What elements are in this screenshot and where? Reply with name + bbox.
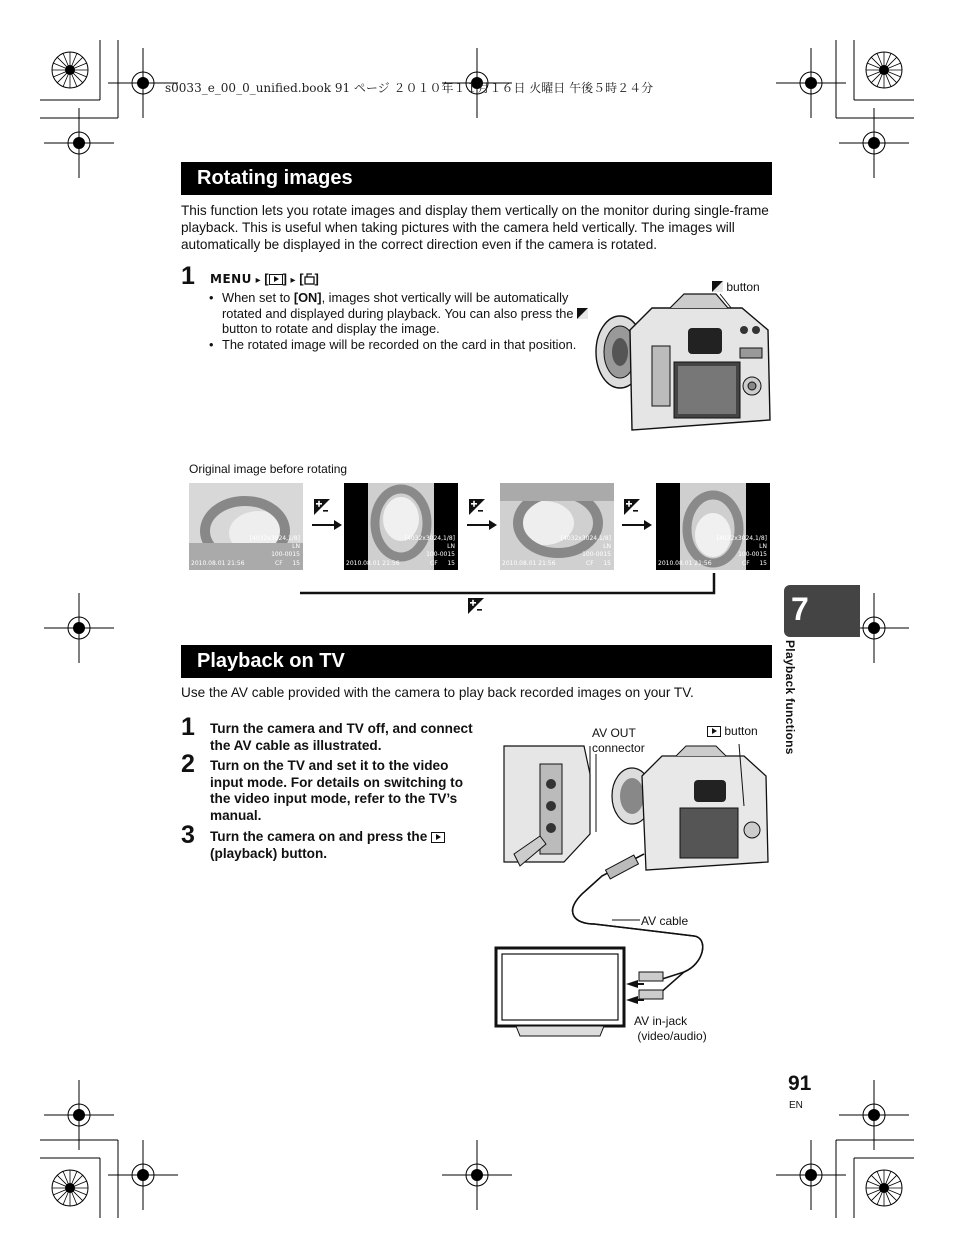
label-text: AV OUT [592,726,636,740]
exposure-comp-icon [624,499,640,515]
original-image-label: Original image before rotating [189,462,348,476]
thumbnail-original [189,483,303,570]
step-text-part: (playback) button. [210,845,328,861]
exposure-comp-icon [314,499,330,515]
rotation-sequence-arrows [300,495,780,615]
bullet-text: When set to [222,290,294,305]
thumb-card: CF [275,560,283,567]
print-header-line: s0033_e_00_0_unified.book 91 ページ ２０１０年１１月１６日 火曜日 午後５時２４分 [165,81,654,95]
section-title: Rotating images [197,167,353,189]
thumb-datetime: 2010.08.01 21:56 [346,560,400,567]
language-code: EN [789,1100,803,1111]
label-text: (video/audio) [637,1029,707,1043]
menu-label: MENU [210,272,252,286]
thumb-count: 15 [759,560,767,567]
thumb-file: 100-0015 [582,551,611,558]
step-number: 1 [181,713,195,741]
step-text [210,829,480,862]
tv-connection-illustration [494,744,774,1039]
bullet-item [208,290,588,337]
thumb-datetime: 2010.08.01 21:56 [502,560,556,567]
bullet-text: , images shot vertically will be automatically rotated and displayed during playback. You can also press the [222,290,578,321]
bullet-item [208,337,588,353]
chapter-number: 7 [791,591,809,627]
thumb-file: 100-0015 [426,551,455,558]
thumb-count: 15 [292,560,300,567]
thumb-quality: LN [603,543,611,550]
thumb-file: 100-0015 [738,551,767,558]
step1-bullets [208,290,588,352]
bullet-text: button to rotate and display the image. [222,321,440,337]
thumb-res: [4032x3024,1/8] [404,535,455,542]
thumb-datetime: 2010.08.01 21:56 [191,560,245,567]
label-text: AV in-jack [634,1014,688,1028]
thumb-file: 100-0015 [271,551,300,558]
section-title-bar [181,645,772,678]
bracket-close: ] [314,271,319,286]
chapter-tab [784,585,860,637]
path-arrow: ▸ [290,275,296,286]
step-number: 2 [181,750,195,778]
step-number: 3 [181,821,195,849]
thumb-quality: LN [292,543,300,550]
thumb-quality: LN [447,543,455,550]
step-text-part: Turn the camera on and press the [210,829,432,844]
thumb-card: CF [430,560,438,567]
step-text: Turn on the TV and set it to the video input mode. For details on switching to the video input mode, refer to the TV’s manual. [210,758,463,823]
exposure-comp-icon [468,598,484,614]
bullet-text: The rotated image will be recorded on the card in that position. [222,336,577,352]
bracket-close: ] [282,271,287,286]
section-title-bar [181,162,772,195]
exposure-comp-icon [577,308,588,319]
exposure-comp-icon [469,499,485,515]
section-title: Playback on TV [197,650,345,672]
thumb-res: [4032x3024,1/8] [560,535,611,542]
thumb-count: 15 [603,560,611,567]
playback-icon [707,726,721,737]
page-number: 91 [788,1072,812,1095]
chapter-label: Playback functions [783,640,797,755]
thumb-card: CF [742,560,750,567]
thumb-card: CF [586,560,594,567]
thumb-quality: LN [759,543,767,550]
playback-icon [431,832,445,843]
thumb-datetime: 2010.08.01 21:56 [658,560,712,567]
thumb-count: 15 [447,560,455,567]
path-arrow: ▸ [255,275,261,286]
callout-text: button [724,724,758,738]
rotating-intro: This function lets you rotate images and display them vertically on the monitor during single-frame playback. This is useful when taking pictures with the camera held vertically. The images will automatically be displayed in the correct direction even if the camera is rotated. [181,203,769,252]
chapter-label-vertical [779,640,803,780]
step-number: 1 [181,262,195,290]
thumb-res: [4032x3024,1/8] [716,535,767,542]
rotate-icon [304,273,315,285]
menu-path [210,271,319,286]
setting-value: [ON] [293,290,322,305]
playback-icon [269,274,283,285]
playback-intro: Use the AV cable provided with the camera to play back recorded images on your TV. [181,685,694,700]
thumb-res: [4032x3024,1/8] [249,535,300,542]
bracket-open: [ [264,271,269,286]
label-text: connector [592,741,645,755]
callout-text: button [726,280,760,294]
camera-back-illustration [592,290,774,436]
playback-button-callout [707,724,758,738]
bracket-open: [ [299,271,304,286]
step-text: Turn the camera and TV off, and connect the AV cable as illustrated. [210,721,473,753]
av-cable-label: AV cable [641,914,689,928]
